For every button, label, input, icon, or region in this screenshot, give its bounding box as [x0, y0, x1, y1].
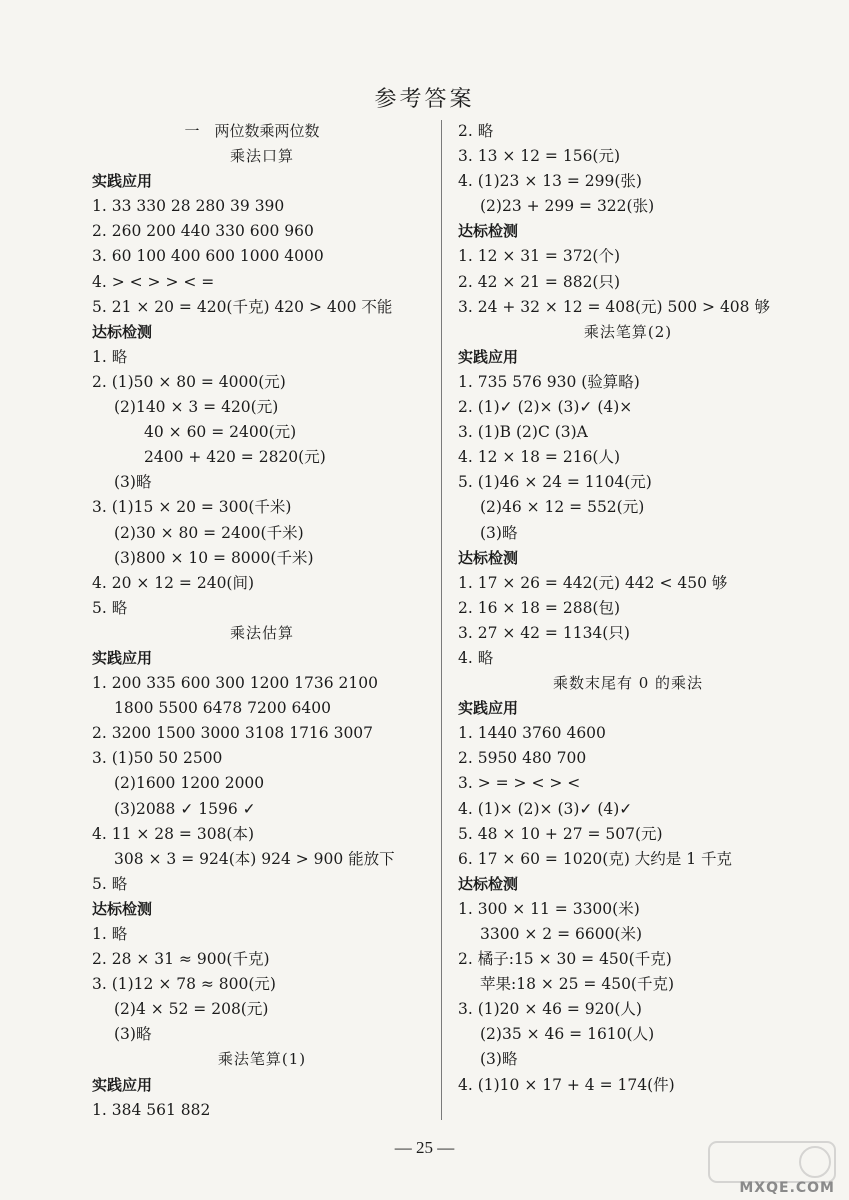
page-title: 参考答案	[374, 87, 475, 112]
answer-item: 3. (1)15 × 20 = 300(千米)	[92, 498, 292, 517]
answer-item: 3. (1)20 × 46 = 920(人)	[458, 1000, 642, 1019]
subsection-heading: 实践应用	[92, 648, 153, 667]
answer-item: 1. 200 335 600 300 1200 1736 2100	[92, 674, 378, 693]
answer-line: (3)800 × 10 = 8000(千米)	[114, 548, 314, 567]
section-title: 乘法口算	[229, 147, 294, 166]
section-title: 乘法笔算(2)	[583, 322, 673, 341]
answer-item: 1. 略	[92, 347, 128, 366]
watermark-text: MXQE.COM	[739, 1180, 835, 1196]
answer-item: 1. 17 × 26 = 442(元) 442 < 450 够	[458, 573, 728, 592]
answer-item: 3. 24 + 32 × 12 = 408(元) 500 > 408 够	[458, 297, 770, 316]
answer-line: (2)140 × 3 = 420(元)	[114, 398, 279, 417]
answer-item: 3. (1)B (2)C (3)A	[458, 423, 588, 442]
answer-item: 1. 384 561 882	[92, 1100, 211, 1119]
subsection-heading: 达标检测	[92, 899, 153, 918]
answer-item: 3. (1)12 × 78 ≈ 800(元)	[92, 975, 276, 994]
answer-line: (2)4 × 52 = 208(元)	[114, 1000, 269, 1019]
answer-item: 4. 11 × 28 = 308(本)	[92, 824, 255, 843]
answer-item: 6. 17 × 60 = 1020(克) 大约是 1 千克	[458, 849, 733, 868]
answer-item: 2. 橘子:15 × 30 = 450(千克)	[458, 950, 672, 969]
answer-line: (2)35 × 46 = 1610(人)	[480, 1025, 655, 1044]
column-divider	[441, 120, 442, 1120]
answer-line: 3300 × 2 = 6600(米)	[480, 925, 643, 943]
answer-line: 40 × 60 = 2400(元)	[144, 423, 297, 442]
answer-item: 4. 12 × 18 = 216(人)	[458, 448, 621, 467]
answer-item: 2. (1)✓ (2)× (3)✓ (4)×	[458, 398, 633, 417]
section-title: 乘法笔算(1)	[217, 1050, 307, 1069]
answer-line: (3)略	[114, 473, 152, 492]
left-column	[92, 119, 432, 1123]
right-column	[458, 119, 798, 1098]
answer-item: 2. 28 × 31 ≈ 900(千克)	[92, 950, 270, 969]
answer-line: 苹果:18 × 25 = 450(千克)	[480, 975, 675, 994]
answer-item: 2. 260 200 440 330 600 960	[92, 222, 314, 241]
answer-item: 5. (1)46 × 24 = 1104(元)	[458, 473, 652, 492]
answer-item: 3. > = > < > <	[458, 774, 581, 793]
subsection-heading: 实践应用	[92, 172, 153, 191]
chapter-title: 一 两位数乘两位数	[184, 122, 320, 140]
answer-item: 2. (1)50 × 80 = 4000(元)	[92, 372, 286, 391]
answer-item: 4. > < > > < =	[92, 272, 215, 291]
subsection-heading: 达标检测	[458, 222, 519, 241]
answer-item: 4. (1)× (2)× (3)✓ (4)✓	[458, 799, 633, 818]
answer-line: 2400 + 420 = 2820(元)	[144, 448, 326, 467]
answer-item: 1. 33 330 28 280 39 390	[92, 197, 285, 216]
answer-item: 2. 42 × 21 = 882(只)	[458, 272, 621, 291]
answer-item: 3. 27 × 42 = 1134(只)	[458, 623, 630, 642]
subsection-heading: 达标检测	[458, 874, 519, 893]
answer-item: 2. 略	[458, 122, 494, 140]
answer-item: 1. 735 576 930 (验算略)	[458, 372, 640, 391]
answer-item: 1. 略	[92, 925, 128, 943]
answer-line: (2)30 × 80 = 2400(千米)	[114, 523, 304, 542]
answer-item: 5. 48 × 10 + 27 = 507(元)	[458, 824, 663, 843]
answer-line: 1800 5500 6478 7200 6400	[114, 699, 331, 718]
answer-line: (2)46 × 12 = 552(元)	[480, 498, 645, 517]
answer-item: 2. 16 × 18 = 288(包)	[458, 598, 621, 617]
answer-item: 4. 20 × 12 = 240(间)	[92, 573, 255, 592]
answer-item: 2. 5950 480 700	[458, 749, 587, 768]
section-title: 乘法估算	[229, 623, 294, 642]
answer-item: 1. 1440 3760 4600	[458, 724, 606, 743]
subsection-heading: 实践应用	[92, 1075, 153, 1094]
answer-item: 2. 3200 1500 3000 3108 1716 3007	[92, 724, 374, 743]
page-number: — 25 —	[394, 1138, 455, 1157]
answer-item: 1. 12 × 31 = 372(个)	[458, 247, 621, 266]
answer-line: (3)略	[114, 1025, 152, 1044]
answer-item: 4. (1)10 × 17 + 4 = 174(件)	[458, 1075, 675, 1094]
answer-line: (3)2088 ✓ 1596 ✓	[114, 799, 256, 818]
answer-item: 5. 21 × 20 = 420(千克) 420 > 400 不能	[92, 297, 393, 316]
answer-item: 3. (1)50 50 2500	[92, 749, 223, 768]
subsection-heading: 实践应用	[458, 347, 519, 366]
answer-line: 308 × 3 = 924(本) 924 > 900 能放下	[114, 849, 395, 868]
answer-item: 5. 略	[92, 598, 128, 617]
answer-line: (2)23 + 299 = 322(张)	[480, 197, 655, 216]
answer-item: 5. 略	[92, 874, 128, 893]
answer-item: 3. 60 100 400 600 1000 4000	[92, 247, 324, 266]
answer-line: (3)略	[480, 523, 518, 542]
subsection-heading: 达标检测	[458, 548, 519, 567]
subsection-heading: 达标检测	[92, 322, 153, 341]
subsection-heading: 实践应用	[458, 699, 519, 718]
answer-item: 4. (1)23 × 13 = 299(张)	[458, 172, 642, 191]
answer-item: 3. 13 × 12 = 156(元)	[458, 147, 621, 166]
answer-line: (2)1600 1200 2000	[114, 774, 265, 793]
answer-line: (3)略	[480, 1050, 518, 1069]
answer-item: 4. 略	[458, 648, 494, 667]
section-title: 乘数末尾有 0 的乘法	[552, 674, 704, 693]
answer-item: 1. 300 × 11 = 3300(米)	[458, 899, 640, 918]
